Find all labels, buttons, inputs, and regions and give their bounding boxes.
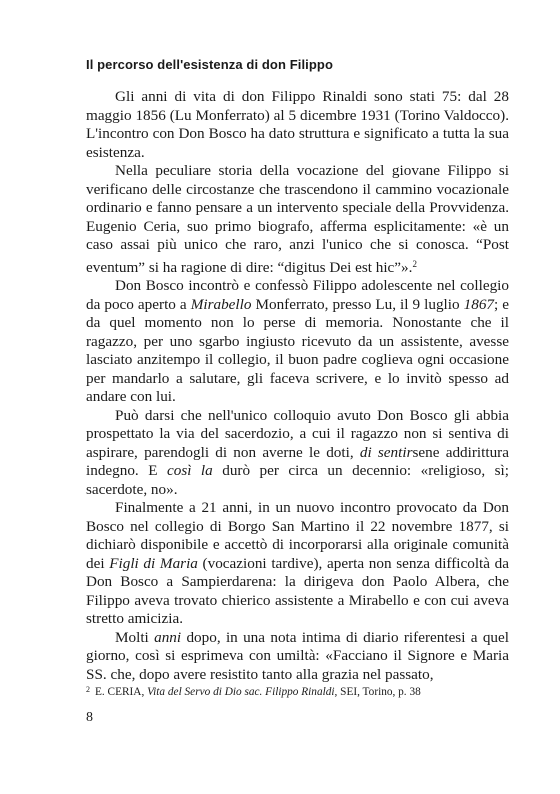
paragraph xyxy=(86,407,509,500)
text-run: Nella peculiare storia della vocazione del giovane Filippo si verificano delle circostanze che trascendono il cammino vocazionale ordinario e fanno pensare a un intervento speciale della Provvidenza. Eugenio Ceria, suo primo biografo, afferma esplicitamente: «è un caso assai più unico che raro, anzi l'unico che si conosca. “Post eventum” si ha ragione di dire: “digitus Dei est hic”». xyxy=(86,162,509,276)
text-run: Gli anni di vita di don Filippo Rinaldi sono stati 75: dal 28 maggio 1856 (Lu Monferrato) al 5 dicembre 1931 (Torino Valdocco). L'incontro con Don Bosco ha dato struttura e significato a tutta la sua esistenza. xyxy=(86,88,509,161)
body-text xyxy=(86,88,509,684)
italic-text: Mirabello xyxy=(190,295,252,313)
text-run: sene addirittura indegno. E xyxy=(86,443,509,479)
text-run: ; e da quel momento non lo perse di memoria. Nonostante che il ragazzo, per uno sgarbo ingiusto ricevuto da un assistente, avesse lasciato anzitempo il collegio, il buon padre coglieva ogni occasione per mandarlo a salutare, gli faceva scrivere, e lo invitò spesso ad andare con lui. xyxy=(86,295,509,405)
text-run: dopo, in una nota intima di diario riferentesi a quel giorno, così si esprimeva con umiltà: «Facciano il Signore e Maria SS. che, dopo avere resistito tanto alla grazia nel passato, xyxy=(86,628,509,683)
section-heading: Il percorso dell'esistenza di don Filippo xyxy=(86,57,334,72)
text-run: Monferrato, presso Lu, il 9 luglio xyxy=(251,295,464,313)
italic-text: anni xyxy=(154,628,182,646)
italic-text: così la xyxy=(166,462,213,479)
paragraph xyxy=(86,88,509,162)
paragraph xyxy=(86,162,509,277)
text-run: Molti xyxy=(115,628,155,646)
page-number: 8 xyxy=(86,710,93,725)
footnote xyxy=(86,683,516,699)
paragraph xyxy=(86,499,509,629)
paragraph xyxy=(86,277,509,407)
footnote-publisher: , SEI, Torino, p. 38 xyxy=(334,686,421,698)
paragraph xyxy=(86,629,509,685)
footnote-number: 2 xyxy=(86,685,90,694)
text-run: Può darsi che nell'unico colloquio avuto Don Bosco gli abbia prospettato la via del sacerdozio, a cui il ragazzo non si sentiva di aspirare, parendogli di non averne le doti, xyxy=(86,406,509,461)
footnote-author: E. CERIA, xyxy=(95,686,145,698)
footnote-reference: 2 xyxy=(412,258,417,269)
text-run: Don Bosco incontrò e confessò Filippo adolescente nel collegio da poco aperto a xyxy=(86,277,509,313)
italic-text: 1867 xyxy=(463,295,494,313)
italic-text: di sentir xyxy=(359,443,413,461)
text-run: durò per circa un decennio: «religioso, sì; sacerdote, no». xyxy=(86,462,509,498)
italic-text: Figli di Maria xyxy=(109,554,198,572)
footnote-title: Vita del Servo di Dio sac. Filippo Rinaldi xyxy=(147,686,335,698)
text-run: Finalmente a 21 anni, in un nuovo incontro provocato da Don Bosco nel collegio di Borgo San Martino il 22 novembre 1877, si dichiarò disponibile e accettò di incorporarsi alla originale comunità dei xyxy=(86,499,509,572)
text-run: (vocazioni tardive), aperta non senza difficoltà da Don Bosco a Sampierdarena: la dirigeva don Paolo Albera, che Filippo aveva trovato chierico assistente a Mirabello e con cui aveva stretto amicizia. xyxy=(86,554,510,627)
